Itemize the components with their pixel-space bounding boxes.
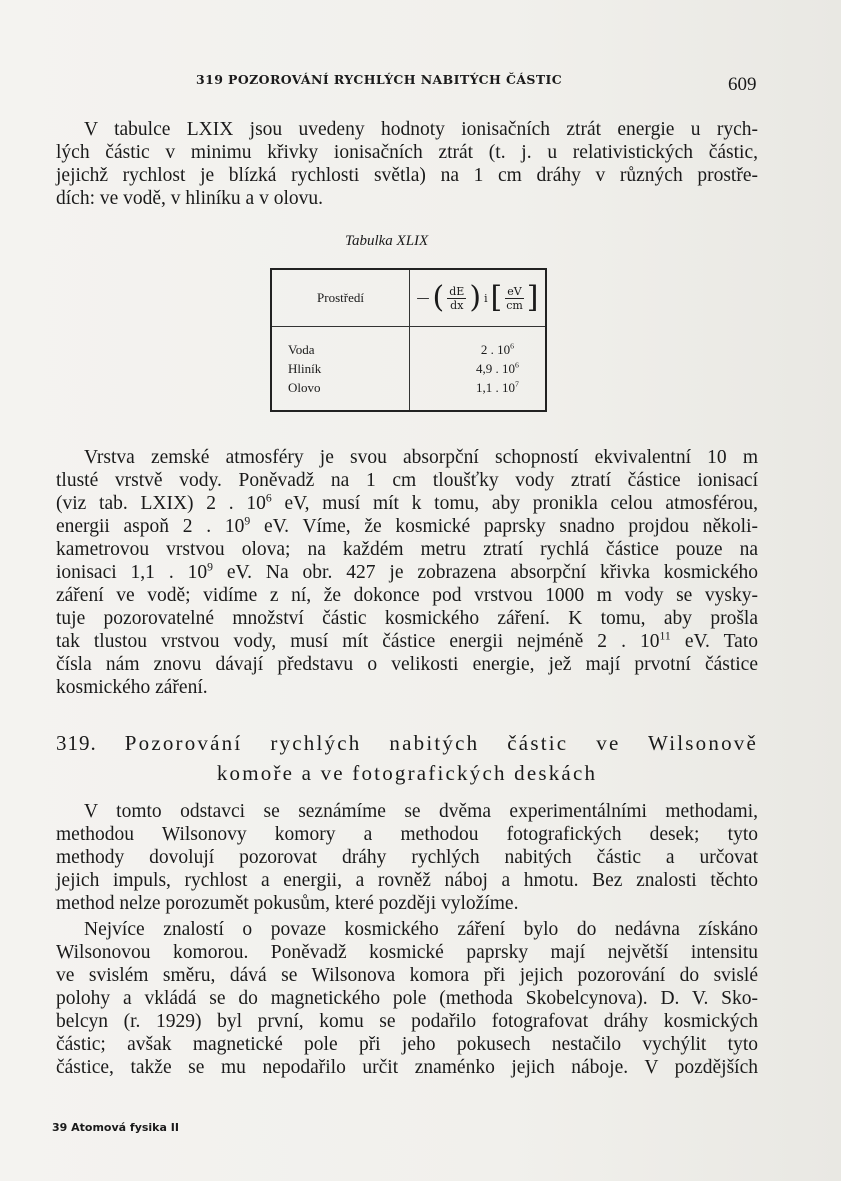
formula-minus: — — [416, 290, 430, 306]
ionisation-loss-table — [270, 268, 547, 412]
text-line: tak tlustou vrstvou vody, musí mít částice energii nejméně 2 . $10^{11}$ eV. Tato — [56, 629, 758, 652]
text-line: methody dovolují pozorovat dráhy rychlých nabitých částic a určovat — [56, 847, 758, 868]
text-line: čísla nám znovu dávají představu o velikosti energie, jež mají prvotní částice — [56, 654, 758, 675]
text-line: částic; avšak magnetické pole při jeho pokusech nestačilo vychýlit tyto — [56, 1034, 758, 1055]
formula-denominator: dx — [450, 298, 464, 312]
text-line: V tabulce LXIX jsou uvedeny hodnoty ionisačních ztrát energie u rych- — [84, 119, 758, 140]
text-line: tuje pozorovatelné množství částic kosmického záření. K tomu, aby prošla — [56, 608, 758, 629]
text-line: V tomto odstavci se seznámíme se dvěma experimentálními methodami, — [84, 801, 758, 822]
header-medium: Prostředí — [271, 269, 410, 327]
text-line: částice, takže se mu nepodařilo určit znaménko jejich náboje. V pozdějších — [56, 1057, 758, 1078]
text-line: tlusté vrstvě vody. Poněvadž na 1 cm tloušťky vody ztratí částice ionisací — [56, 470, 758, 491]
text-line: kametrovou vrstvou olova; na každém metru ztratí rychlá částice pouze na — [56, 539, 758, 560]
table-body-row — [271, 327, 546, 412]
intro-paragraph — [56, 118, 758, 210]
text-line: belcyn (r. 1929) byl první, komu se podařilo fotografovat dráhy kosmických — [56, 1011, 758, 1032]
text-line: lých částic v minimu křivky ionisačních ztrát (t. j. u relativistických částic, — [56, 142, 758, 163]
medium-cell: Olovo — [288, 380, 321, 395]
loss-cell: 2 . $10^6$ — [480, 341, 515, 357]
text-line: (viz tab. LXIX) 2 . $10^6$ eV, musí mít k tomu, aby pronikla celou atmosférou, — [56, 491, 759, 514]
section-title-line2: komoře a ve fotografických deskách — [216, 761, 598, 785]
formula-numerator: dE — [449, 284, 465, 298]
text-line: Vrstva zemské atmosféry je svou absorpční schopností ekvivalentní 10 m — [84, 447, 758, 468]
text-line: dích: ve vodě, v hliníku a v olovu. — [56, 188, 324, 209]
formula-fraction — [447, 285, 466, 312]
wilson-paragraph — [56, 918, 758, 1079]
text-line: jejich impuls, rychlost a energii, a rovněž náboj a hmotu. Bez znalosti těchto — [56, 870, 758, 891]
text-line: záření ve vodě; vidíme z ní, že dokonce pod vrstvou 1000 m vody se vysky- — [56, 585, 758, 606]
table-header-row — [271, 269, 546, 327]
text-line: Nejvíce znalostí o povaze kosmického záření bylo do nedávna získáno — [84, 919, 758, 940]
page-number: 609 — [728, 74, 757, 95]
text-line: polohy a vkládá se do magnetického pole (methoda Skobelcynova). D. V. Sko- — [56, 988, 758, 1009]
text-line: jejichž rychlost je blízká rychlosti světla) na 1 cm dráhy v různých prostře- — [56, 165, 758, 186]
formula-subscript: i — [484, 291, 488, 305]
text-line: energii aspoň 2 . $10^9$ eV. Víme, že kosmické paprsky snadno projdou několi- — [56, 514, 759, 537]
running-head: 319 POZOROVÁNÍ RYCHLÝCH NABITÝCH ČÁSTIC — [196, 72, 563, 87]
unit-denominator: cm — [506, 298, 523, 312]
printer-signature: 39 Atomová fysika II — [52, 1121, 179, 1134]
medium-cell: Voda — [288, 342, 315, 357]
loss-column — [410, 327, 547, 412]
unit-numerator: eV — [507, 284, 522, 298]
energy-loss-formula: — ( $\frac{dE}{dx}$ ) i [ $\frac{eV}{cm}$ ] — [416, 280, 539, 315]
text-line: ionisaci 1,1 . $10^9$ eV. Na obr. 427 je zobrazena absorpční křivka kosmického — [56, 560, 758, 583]
text-line: ve svislém směru, dává se Wilsonova komora při jejich pozorování do svislé — [56, 965, 758, 986]
medium-column — [271, 327, 410, 412]
section-number: 319. — [56, 731, 97, 755]
header-energy-loss — [410, 269, 547, 327]
table-caption: Tabulka XLIX — [345, 233, 429, 249]
atmosphere-paragraph — [56, 446, 758, 699]
formula-unit — [505, 285, 523, 312]
medium-cell: Hliník — [288, 361, 322, 376]
text-line: method nelze porozumět pokusům, které později vyložíme. — [56, 893, 519, 914]
loss-cell: 4,9 . $10^6$ — [476, 360, 519, 376]
text-line: methodou Wilsonovy komory a methodou fotografických desek; tyto — [56, 824, 758, 845]
method-paragraph — [56, 800, 758, 915]
text-line: Wilsonovou komorou. Poněvadž kosmické paprsky mají největší intensitu — [56, 942, 758, 963]
section-heading — [56, 728, 758, 788]
text-line: kosmického záření. — [56, 677, 208, 698]
section-title-line1: Pozorování rychlých nabitých částic ve Wilsonově — [124, 731, 759, 755]
loss-cell: 1,1 . $10^7$ — [476, 379, 519, 395]
